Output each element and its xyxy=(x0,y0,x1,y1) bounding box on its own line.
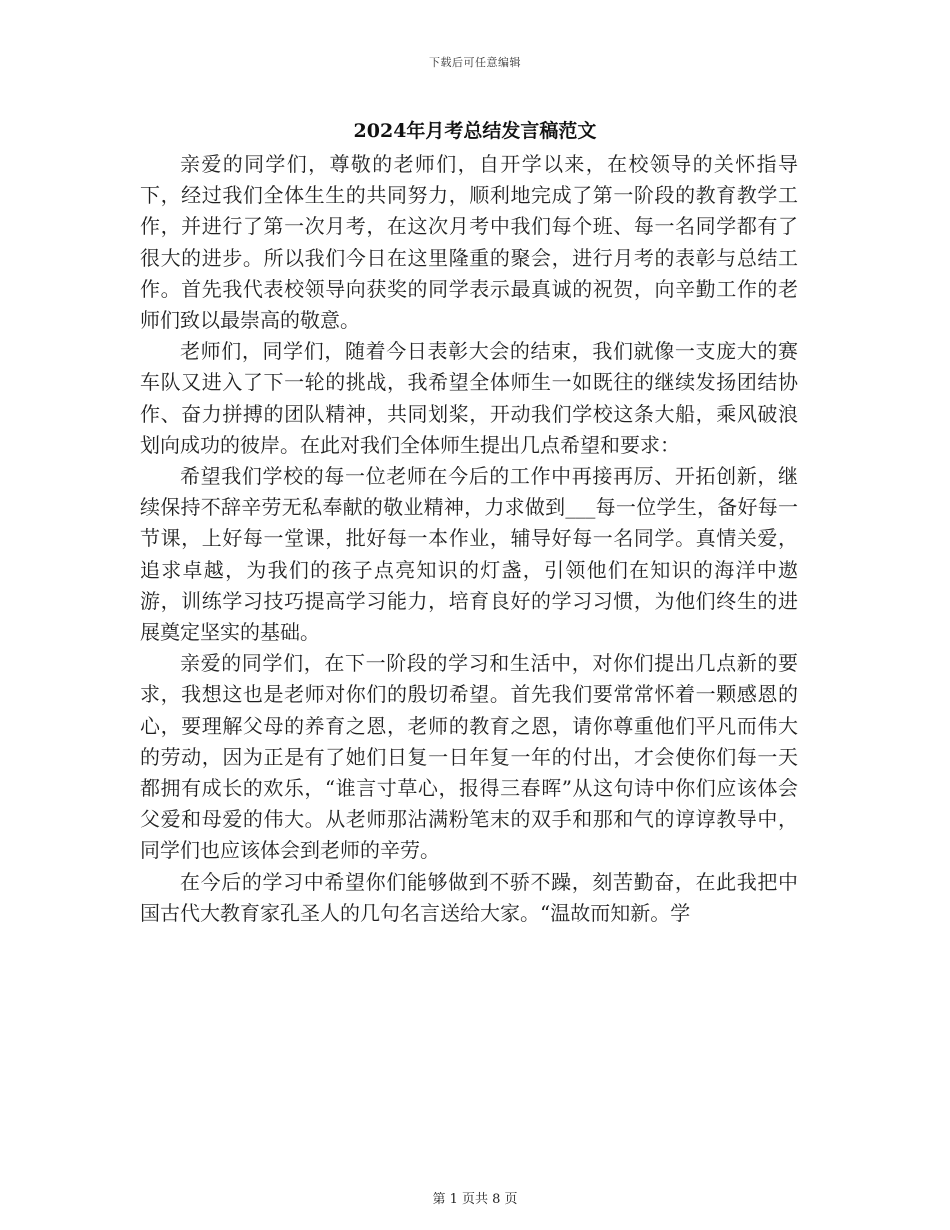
document-title: 2024年月考总结发言稿范文 xyxy=(353,120,597,142)
page-number: 第 1 页共 8 页 xyxy=(432,1192,518,1207)
paragraph-4: 亲爱的同学们，在下一阶段的学习和生活中，对你们提出几点新的要求，我想这也是老师对你们的殷切希望。首先我们要常常怀着一颗感恩的心，要理解父母的养育之恩，老师的教育之恩，请你尊重他们平凡而伟大的劳动，因为正是有了她们日复一日年复一年的付出，才会使你们每一天都拥有成长的欢乐，“谁言寸草心，报得三春晖”从这句诗中你们应该体会父爱和母爱的伟大。从老师那沾满粉笔末的双手和那和气的谆谆教导中，同学们也应该体会到老师的辛劳。 xyxy=(140,651,798,863)
paragraph-1: 亲爱的同学们，尊敬的老师们，自开学以来，在校领导的关怀指导下，经过我们全体生生的共同努力，顺利地完成了第一阶段的教育教学工作，并进行了第一次月考，在这次月考中我们每个班、每一名同学都有了很大的进步。所以我们今日在这里隆重的聚会，进行月考的表彰与总结工作。首先我代表校领导向获奖的同学表示最真诚的祝贺，向辛勤工作的老师们致以最崇高的敬意。 xyxy=(140,152,798,333)
document-body xyxy=(140,149,798,929)
paragraph-3: 希望我们学校的每一位老师在今后的工作中再接再厉、开拓创新，继续保持不辞辛劳无私奉献的敬业精神，力求做到___每一位学生，备好每一节课，上好每一堂课，批好每一本作业，辅导好每一名同学。真情关爱，追求卓越，为我们的孩子点亮知识的灯盏，引领他们在知识的海洋中遨游，训练学习技巧提高学习能力，培育良好的学习习惯，为他们终生的进展奠定坚实的基础。 xyxy=(140,464,798,645)
paragraph-2: 老师们，同学们，随着今日表彰大会的结束，我们就像一支庞大的赛车队又进入了下一轮的挑战，我希望全体师生一如既往的继续发扬团结协作、奋力拼搏的团队精神，共同划桨，开动我们学校这条大船，乘风破浪划向成功的彼岸。在此对我们全体师生提出几点希望和要求： xyxy=(140,339,798,457)
page-header-note: 下载后可任意编辑 xyxy=(429,56,521,69)
paragraph-5: 在今后的学习中希望你们能够做到不骄不躁，刻苦勤奋，在此我把中国古代大教育家孔圣人的几句名言送给大家。“温故而知新。学 xyxy=(140,869,798,925)
